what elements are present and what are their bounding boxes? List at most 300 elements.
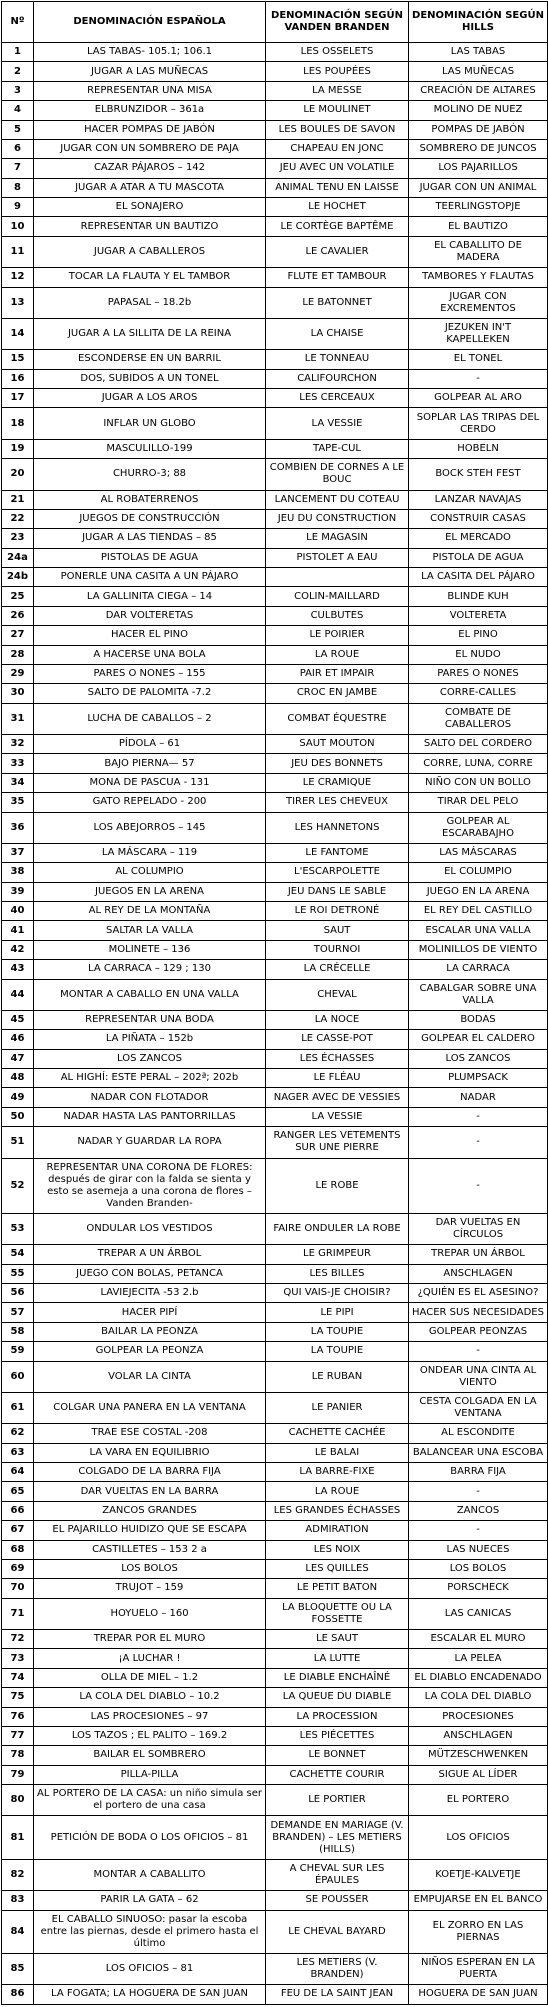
row-number: 75 <box>2 1688 34 1707</box>
vanden-branden-name: LE FLÉAU <box>266 1069 409 1088</box>
hills-name: NIÑOS ESPERAN EN LA PUERTA <box>409 1953 548 1984</box>
row-number: 73 <box>2 1649 34 1668</box>
vanden-branden-name: PISTOLET A EAU <box>266 548 409 567</box>
spanish-name: LA MÁSCARA – 119 <box>34 843 266 862</box>
table-row <box>2 62 548 81</box>
spanish-name: LUCHA DE CABALLOS – 2 <box>34 703 266 734</box>
spanish-name: CHURRO-3; 88 <box>34 459 266 490</box>
hills-name: BLINDE KUH <box>409 587 548 606</box>
table-row <box>2 1985 548 2004</box>
row-number: 39 <box>2 882 34 901</box>
hills-name: EMPUJARSE EN EL BANCO <box>409 1891 548 1910</box>
spanish-name: BAILAR LA PEONZA <box>34 1322 266 1341</box>
spanish-name: JUGAR A ATAR A TU MASCOTA <box>34 178 266 197</box>
vanden-branden-name: LE PANIER <box>266 1392 409 1423</box>
hills-name: SIGUE AL LÍDER <box>409 1765 548 1784</box>
spanish-name: HACER POMPAS DE JABÓN <box>34 120 266 139</box>
spanish-name: AL COLUMPIO <box>34 863 266 882</box>
table-row <box>2 369 548 388</box>
spanish-name: GATO REPELADO - 200 <box>34 793 266 812</box>
spanish-name: MONTAR A CABALLITO <box>34 1859 266 1890</box>
spanish-name: COLGADO DE LA BARRA FIJA <box>34 1463 266 1482</box>
vanden-branden-name: RANGER LES VETEMENTS SUR UNE PIERRE <box>266 1127 409 1158</box>
row-number: 51 <box>2 1127 34 1158</box>
table-row <box>2 1891 548 1910</box>
hills-name: JUEGO EN LA ARENA <box>409 882 548 901</box>
vanden-branden-name: LA LUTTE <box>266 1649 409 1668</box>
hills-name: EL BAUTIZO <box>409 217 548 236</box>
spanish-name: AL HIGHÍ: ESTE PERAL – 202ª; 202b <box>34 1069 266 1088</box>
row-number: 13 <box>2 287 34 318</box>
table-row <box>2 902 548 921</box>
hills-name: GOLPEAR PEONZAS <box>409 1322 548 1341</box>
vanden-branden-name: SAUT <box>266 921 409 940</box>
hills-name: JEZUKEN IN'T KAPELLEKEN <box>409 318 548 349</box>
table-row <box>2 1127 548 1158</box>
table-row <box>2 1264 548 1283</box>
vanden-branden-name: CALIFOURCHON <box>266 369 409 388</box>
table-row <box>2 735 548 754</box>
table-row <box>2 1245 548 1264</box>
row-number: 4 <box>2 101 34 120</box>
row-number: 37 <box>2 843 34 862</box>
spanish-name: CASTILLETES – 153 2 a <box>34 1540 266 1559</box>
row-number: 5 <box>2 120 34 139</box>
hills-name: ZANCOS <box>409 1501 548 1520</box>
table-row <box>2 1559 548 1578</box>
vanden-branden-name: CHAPEAU EN JONC <box>266 139 409 158</box>
games-table <box>1 1 548 2005</box>
vanden-branden-name: LES BOULES DE SAVON <box>266 120 409 139</box>
vanden-branden-name: LE CHEVAL BAYARD <box>266 1910 409 1953</box>
row-number: 68 <box>2 1540 34 1559</box>
table-row <box>2 1010 548 1029</box>
vanden-branden-name: LA CRÉCELLE <box>266 960 409 979</box>
hills-name: - <box>409 1107 548 1126</box>
hills-name: ¿QUIÉN ES EL ASESINO? <box>409 1284 548 1303</box>
hills-name: TEERLINGSTOPJE <box>409 198 548 217</box>
vanden-branden-name: LA BLOQUETTE OU LA FOSSETTE <box>266 1598 409 1629</box>
vanden-branden-name: LE BONNET <box>266 1746 409 1765</box>
vanden-branden-name: LE SAUT <box>266 1630 409 1649</box>
vanden-branden-name: FEU DE LA SAINT JEAN <box>266 1985 409 2004</box>
row-number: 7 <box>2 159 34 178</box>
spanish-name: JUGAR A CABALLEROS <box>34 236 266 267</box>
hills-name: LAS MÁSCARAS <box>409 843 548 862</box>
row-number: 18 <box>2 408 34 439</box>
hills-name: LAS TABAS <box>409 43 548 62</box>
table-row <box>2 1322 548 1341</box>
hills-name: LOS ZANCOS <box>409 1049 548 1068</box>
spanish-name: LA CARRACA – 129 ; 130 <box>34 960 266 979</box>
table-row <box>2 101 548 120</box>
hills-name: SALTO DEL CORDERO <box>409 735 548 754</box>
row-number: 10 <box>2 217 34 236</box>
table-row <box>2 81 548 100</box>
spanish-name: JUGAR A LOS AROS <box>34 389 266 408</box>
row-number: 12 <box>2 268 34 287</box>
row-number: 15 <box>2 350 34 369</box>
vanden-branden-name: LANCEMENT DU COTEAU <box>266 490 409 509</box>
spanish-name: REPRESENTAR UN BAUTIZO <box>34 217 266 236</box>
vanden-branden-name: LE TONNEAU <box>266 350 409 369</box>
spanish-name: ESCONDERSE EN UN BARRIL <box>34 350 266 369</box>
table-row <box>2 1482 548 1501</box>
hills-name: BARRA FIJA <box>409 1463 548 1482</box>
vanden-branden-name: LE GRIMPEUR <box>266 1245 409 1264</box>
spanish-name: ZANCOS GRANDES <box>34 1501 266 1520</box>
row-number: 33 <box>2 754 34 773</box>
vanden-branden-name: LE BALAI <box>266 1443 409 1462</box>
vanden-branden-name: LES NOIX <box>266 1540 409 1559</box>
vanden-branden-name: LES CERCEAUX <box>266 389 409 408</box>
spanish-name: LOS ZANCOS <box>34 1049 266 1068</box>
row-number: 24a <box>2 548 34 567</box>
hills-name: EL PORTERO <box>409 1785 548 1816</box>
hills-name: LAS MUÑECAS <box>409 62 548 81</box>
vanden-branden-name: SAUT MOUTON <box>266 735 409 754</box>
spanish-name: OLLA DE MIEL – 1.2 <box>34 1668 266 1687</box>
spanish-name: A HACERSE UNA BOLA <box>34 645 266 664</box>
spanish-name: JUGAR A LAS MUÑECAS <box>34 62 266 81</box>
hills-name: ONDEAR UNA CINTA AL VIENTO <box>409 1361 548 1392</box>
vanden-branden-name: LA TOUPIE <box>266 1322 409 1341</box>
spanish-name: LOS OFICIOS – 81 <box>34 1953 266 1984</box>
row-number: 11 <box>2 236 34 267</box>
row-number: 85 <box>2 1953 34 1984</box>
row-number: 83 <box>2 1891 34 1910</box>
table-row <box>2 606 548 625</box>
hills-name: HOGUERA DE SAN JUAN <box>409 1985 548 2004</box>
spanish-name: COLGAR UNA PANERA EN LA VENTANA <box>34 1392 266 1423</box>
vanden-branden-name: LE CORTÈGE BAPTÊME <box>266 217 409 236</box>
table-row <box>2 43 548 62</box>
spanish-name: JUGAR A LA SILLITA DE LA REINA <box>34 318 266 349</box>
hills-name: BOCK STEH FEST <box>409 459 548 490</box>
hills-name: - <box>409 1521 548 1540</box>
table-row <box>2 1443 548 1462</box>
vanden-branden-name: PAIR ET IMPAIR <box>266 664 409 683</box>
hills-name: GOLPEAR AL ESCARABAJHO <box>409 812 548 843</box>
vanden-branden-name: CULBUTES <box>266 606 409 625</box>
spanish-name: TOCAR LA FLAUTA Y EL TAMBOR <box>34 268 266 287</box>
row-number: 60 <box>2 1361 34 1392</box>
table-row <box>2 773 548 792</box>
table-row <box>2 236 548 267</box>
row-number: 57 <box>2 1303 34 1322</box>
table-row <box>2 1630 548 1649</box>
row-number: 27 <box>2 626 34 645</box>
hills-name: SOMBRERO DE JUNCOS <box>409 139 548 158</box>
vanden-branden-name: LES BILLES <box>266 1264 409 1283</box>
vanden-branden-name: LA VESSIE <box>266 408 409 439</box>
header-spanish-name: DENOMINACIÓN ESPAÑOLA <box>34 2 266 43</box>
spanish-name: TRUJOT – 159 <box>34 1579 266 1598</box>
spanish-name: EL PAJARILLO HUIDIZO QUE SE ESCAPA <box>34 1521 266 1540</box>
hills-name: EL COLUMPIO <box>409 863 548 882</box>
table-row <box>2 921 548 940</box>
spanish-name: MONTAR A CABALLO EN UNA VALLA <box>34 979 266 1010</box>
hills-name: PLUMPSACK <box>409 1069 548 1088</box>
spanish-name: AL ROBATERRENOS <box>34 490 266 509</box>
row-number: 24b <box>2 568 34 587</box>
header-vanden-branden-name: DENOMINACIÓN SEGÚN VANDEN BRANDEN <box>266 2 409 43</box>
vanden-branden-name: L'ESCARPOLETTE <box>266 863 409 882</box>
table-row <box>2 439 548 458</box>
vanden-branden-name: LE RUBAN <box>266 1361 409 1392</box>
table-row <box>2 1521 548 1540</box>
row-number: 65 <box>2 1482 34 1501</box>
spanish-name: AL REY DE LA MONTAÑA <box>34 902 266 921</box>
hills-name: EL REY DEL CASTILLO <box>409 902 548 921</box>
spanish-name: LA COLA DEL DIABLO – 10.2 <box>34 1688 266 1707</box>
hills-name: MOLINILLOS DE VIENTO <box>409 940 548 959</box>
spanish-name: LAVIEJECITA -53 2.b <box>34 1284 266 1303</box>
table-body <box>2 43 548 2005</box>
spanish-name: HACER EL PINO <box>34 626 266 645</box>
row-number: 3 <box>2 81 34 100</box>
table-row <box>2 318 548 349</box>
table-row <box>2 509 548 528</box>
hills-name: KOETJE-KALVETJE <box>409 1859 548 1890</box>
spanish-name: REPRESENTAR UNA BODA <box>34 1010 266 1029</box>
spanish-name: LA FOGATA; LA HOGUERA DE SAN JUAN <box>34 1985 266 2004</box>
table-row <box>2 1030 548 1049</box>
table-row <box>2 120 548 139</box>
vanden-branden-name: LA QUEUE DU DIABLE <box>266 1688 409 1707</box>
row-number: 55 <box>2 1264 34 1283</box>
vanden-branden-name: LES METIERS (V. BRANDEN) <box>266 1953 409 1984</box>
hills-name: HACER SUS NECESIDADES <box>409 1303 548 1322</box>
table-row <box>2 960 548 979</box>
vanden-branden-name: CHEVAL <box>266 979 409 1010</box>
row-number: 76 <box>2 1707 34 1726</box>
spanish-name: NADAR HASTA LAS PANTORRILLAS <box>34 1107 266 1126</box>
table-row <box>2 1953 548 1984</box>
hills-name: LA CASITA DEL PÁJARO <box>409 568 548 587</box>
hills-name: COMBATE DE CABALLEROS <box>409 703 548 734</box>
vanden-branden-name: FLUTE ET TAMBOUR <box>266 268 409 287</box>
vanden-branden-name: LA NOCE <box>266 1010 409 1029</box>
row-number: 8 <box>2 178 34 197</box>
table-row <box>2 1284 548 1303</box>
row-number: 2 <box>2 62 34 81</box>
vanden-branden-name: COMBAT ÉQUESTRE <box>266 703 409 734</box>
spanish-name: VOLAR LA CINTA <box>34 1361 266 1392</box>
hills-name: LOS BOLOS <box>409 1559 548 1578</box>
hills-name: EL NUDO <box>409 645 548 664</box>
row-number: 34 <box>2 773 34 792</box>
row-number: 6 <box>2 139 34 158</box>
table-row <box>2 1158 548 1213</box>
table-row <box>2 645 548 664</box>
table-row <box>2 529 548 548</box>
spanish-name: MONA DE PASCUA - 131 <box>34 773 266 792</box>
row-number: 9 <box>2 198 34 217</box>
spanish-name: ELBRUNZIDOR – 361a <box>34 101 266 120</box>
row-number: 82 <box>2 1859 34 1890</box>
hills-name: - <box>409 1482 548 1501</box>
row-number: 28 <box>2 645 34 664</box>
row-number: 58 <box>2 1322 34 1341</box>
spanish-name: INFLAR UN GLOBO <box>34 408 266 439</box>
hills-name: LA PELEA <box>409 1649 548 1668</box>
row-number: 72 <box>2 1630 34 1649</box>
vanden-branden-name: LE POIRIER <box>266 626 409 645</box>
vanden-branden-name: LE PIPI <box>266 1303 409 1322</box>
vanden-branden-name: LA ROUE <box>266 645 409 664</box>
spanish-name: LAS TABAS- 105.1; 106.1 <box>34 43 266 62</box>
table-row <box>2 1707 548 1726</box>
spanish-name: HACER PIPÍ <box>34 1303 266 1322</box>
spanish-name: LA PIÑATA – 152b <box>34 1030 266 1049</box>
vanden-branden-name: JEU DANS LE SABLE <box>266 882 409 901</box>
hills-name: DAR VUELTAS EN CÍRCULOS <box>409 1213 548 1244</box>
spanish-name: JUEGO CON BOLAS, PETANCA <box>34 1264 266 1283</box>
spanish-name: REPRESENTAR UNA CORONA DE FLORES: después de girar con la falda se sienta y esto se asemeja a una corona de flores –Vanden Branden- <box>34 1158 266 1213</box>
vanden-branden-name: LES GRANDES ÉCHASSES <box>266 1501 409 1520</box>
vanden-branden-name: CACHETTE COURIR <box>266 1765 409 1784</box>
vanden-branden-name: LA TOUPIE <box>266 1342 409 1361</box>
hills-name: - <box>409 1158 548 1213</box>
row-number: 25 <box>2 587 34 606</box>
hills-name: TREPAR UN ÁRBOL <box>409 1245 548 1264</box>
table-row <box>2 490 548 509</box>
spanish-name: EL SONAJERO <box>34 198 266 217</box>
row-number: 43 <box>2 960 34 979</box>
table-row <box>2 1579 548 1598</box>
table-row <box>2 568 548 587</box>
table-row <box>2 389 548 408</box>
row-number: 80 <box>2 1785 34 1816</box>
spanish-name: LA VARA EN EQUILIBRIO <box>34 1443 266 1462</box>
hills-name: PORSCHECK <box>409 1579 548 1598</box>
table-row <box>2 812 548 843</box>
table-row <box>2 1859 548 1890</box>
table-row <box>2 1361 548 1392</box>
vanden-branden-name: COLIN-MAILLARD <box>266 587 409 606</box>
row-number: 61 <box>2 1392 34 1423</box>
hills-name: CREACIÓN DE ALTARES <box>409 81 548 100</box>
row-number: 23 <box>2 529 34 548</box>
hills-name: EL TONEL <box>409 350 548 369</box>
vanden-branden-name: ANIMAL TENU EN LAISSE <box>266 178 409 197</box>
row-number: 42 <box>2 940 34 959</box>
row-number: 32 <box>2 735 34 754</box>
row-number: 14 <box>2 318 34 349</box>
spanish-name: LOS TAZOS ; EL PALITO – 169.2 <box>34 1726 266 1745</box>
hills-name: - <box>409 369 548 388</box>
spanish-name: REPRESENTAR UNA MISA <box>34 81 266 100</box>
hills-name: ESCALAR EL MURO <box>409 1630 548 1649</box>
hills-name: GOLPEAR AL ARO <box>409 389 548 408</box>
vanden-branden-name: CACHETTE CACHÉE <box>266 1424 409 1443</box>
spanish-name: PARIR LA GATA – 62 <box>34 1891 266 1910</box>
hills-name: LA CARRACA <box>409 960 548 979</box>
table-row <box>2 1213 548 1244</box>
vanden-branden-name: LE PORTIER <box>266 1785 409 1816</box>
vanden-branden-name: LA BARRE-FIXE <box>266 1463 409 1482</box>
table-row <box>2 843 548 862</box>
spanish-name: MASCULILLO-199 <box>34 439 266 458</box>
row-number: 56 <box>2 1284 34 1303</box>
vanden-branden-name: LA CHAISE <box>266 318 409 349</box>
hills-name: LOS OFICIOS <box>409 1816 548 1859</box>
row-number: 67 <box>2 1521 34 1540</box>
hills-name: - <box>409 1127 548 1158</box>
row-number: 52 <box>2 1158 34 1213</box>
vanden-branden-name: LE MAGASIN <box>266 529 409 548</box>
vanden-branden-name: LE FANTOME <box>266 843 409 862</box>
table-row <box>2 793 548 812</box>
table-row <box>2 1424 548 1443</box>
row-number: 44 <box>2 979 34 1010</box>
vanden-branden-name: CROC EN JAMBE <box>266 684 409 703</box>
spanish-name: SALTAR LA VALLA <box>34 921 266 940</box>
table-row <box>2 1668 548 1687</box>
hills-name: JUGAR CON UN ANIMAL <box>409 178 548 197</box>
row-number: 62 <box>2 1424 34 1443</box>
row-number: 36 <box>2 812 34 843</box>
row-number: 63 <box>2 1443 34 1462</box>
row-number: 45 <box>2 1010 34 1029</box>
vanden-branden-name: LES PIÉCETTES <box>266 1726 409 1745</box>
table-row <box>2 139 548 158</box>
table-row <box>2 1107 548 1126</box>
vanden-branden-name: LE BATONNET <box>266 287 409 318</box>
vanden-branden-name: LE HOCHET <box>266 198 409 217</box>
vanden-branden-name: LE DIABLE ENCHAÎNÉ <box>266 1668 409 1687</box>
table-row <box>2 1910 548 1953</box>
hills-name: CORRE, LUNA, CORRE <box>409 754 548 773</box>
table-row <box>2 1726 548 1745</box>
row-number: 53 <box>2 1213 34 1244</box>
table-row <box>2 940 548 959</box>
spanish-name: TREPAR A UN ÁRBOL <box>34 1245 266 1264</box>
spanish-name: ONDULAR LOS VESTIDOS <box>34 1213 266 1244</box>
vanden-branden-name: LE MOULINET <box>266 101 409 120</box>
vanden-branden-name: DEMANDE EN MARIAGE (V. BRANDEN) – LES METIERS (HILLS) <box>266 1816 409 1859</box>
hills-name: MÜTZESCHWENKEN <box>409 1746 548 1765</box>
row-number: 17 <box>2 389 34 408</box>
table-row <box>2 159 548 178</box>
hills-name: AL ESCONDITE <box>409 1424 548 1443</box>
table-row <box>2 1688 548 1707</box>
row-number: 20 <box>2 459 34 490</box>
row-number: 35 <box>2 793 34 812</box>
table-row <box>2 198 548 217</box>
spanish-name: AL PORTERO DE LA CASA: un niño simula ser el portero de una casa <box>34 1785 266 1816</box>
table-row <box>2 1540 548 1559</box>
vanden-branden-name <box>266 568 409 587</box>
row-number: 49 <box>2 1088 34 1107</box>
hills-name: EL MERCADO <box>409 529 548 548</box>
vanden-branden-name: LE CAVALIER <box>266 236 409 267</box>
table-row <box>2 408 548 439</box>
hills-name: EL PINO <box>409 626 548 645</box>
spanish-name: DAR VUELTAS EN LA BARRA <box>34 1482 266 1501</box>
hills-name: TAMBORES Y FLAUTAS <box>409 268 548 287</box>
row-number: 48 <box>2 1069 34 1088</box>
hills-name: LAS NUECES <box>409 1540 548 1559</box>
hills-name: BALANCEAR UNA ESCOBA <box>409 1443 548 1462</box>
table-row <box>2 350 548 369</box>
vanden-branden-name: LA MESSE <box>266 81 409 100</box>
hills-name: SOPLAR LAS TRIPAS DEL CERDO <box>409 408 548 439</box>
row-number: 70 <box>2 1579 34 1598</box>
table-header <box>2 2 548 43</box>
hills-name: EL ZORRO EN LAS PIERNAS <box>409 1910 548 1953</box>
